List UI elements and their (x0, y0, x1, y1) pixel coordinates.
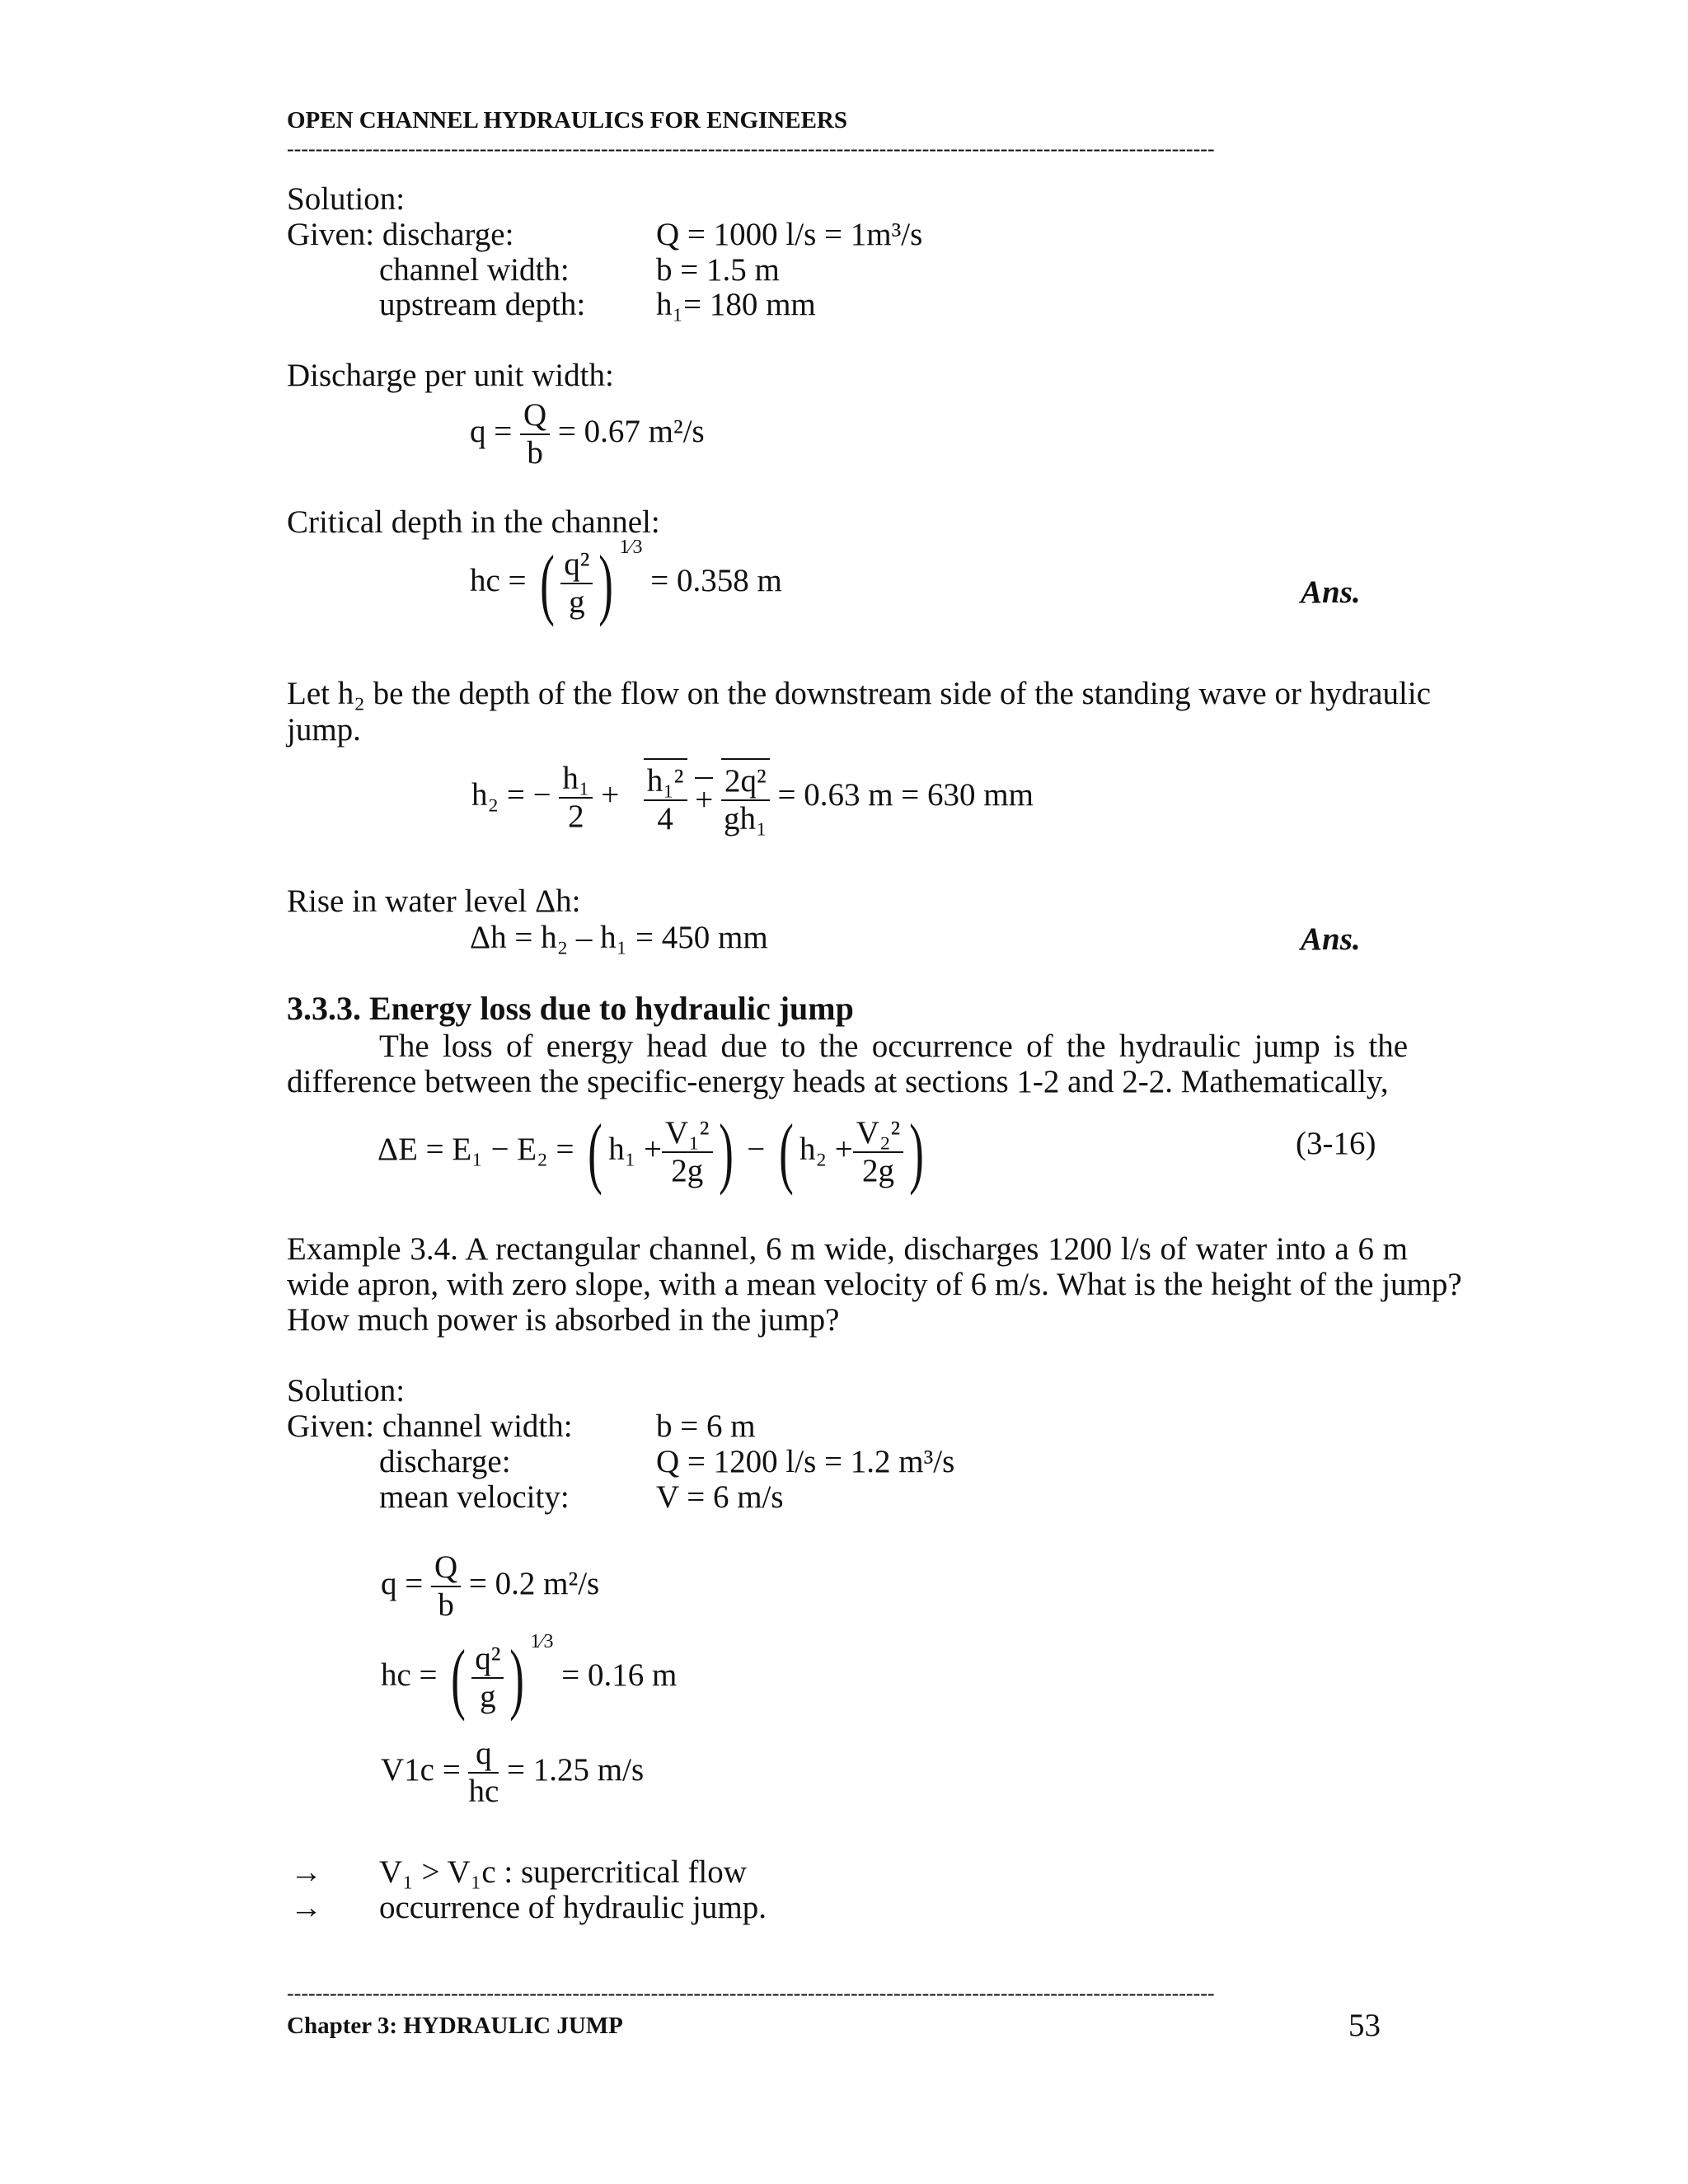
rise-equation: Δh = h₂ – h₁ = 450 mm (470, 920, 768, 955)
arrow-icon: → (290, 1890, 322, 1925)
rise-label: Rise in water level Δh: (287, 883, 581, 919)
bullet-supercritical: V₁ > V₁c : supercritical flow (379, 1854, 747, 1890)
example-line3: How much power is absorbed in the jump? (287, 1302, 840, 1338)
given-width-value: b = 6 m (656, 1408, 756, 1444)
header-rule: ---------------------------------------------------------------------------------------------------------------------------------- (287, 137, 1215, 161)
critical-depth-label: Critical depth in the channel: (287, 504, 660, 540)
channel-width-value: b = 1.5 m (656, 252, 780, 288)
section-paragraph-line2: difference between the specific-energy heads at sections 1-2 and 2-2. Mathematically, (287, 1064, 1389, 1099)
h2-paragraph-end: jump. (287, 712, 361, 748)
given-discharge-value: Q = 1000 l/s = 1m³/s (656, 217, 923, 252)
section-paragraph-line1: The loss of energy head due to the occurrence of the hydraulic jump is the (379, 1029, 1408, 1064)
footer-rule: ---------------------------------------------------------------------------------------------------------------------------------- (287, 1981, 1215, 2005)
mean-velocity-value: V = 6 m/s (656, 1479, 784, 1515)
unit-width-equation: q = $\frac{Q}{b}$ = 0.67 m²/s (470, 397, 705, 471)
running-header: OPEN CHANNEL HYDRAULICS FOR ENGINEERS (287, 107, 847, 134)
answer-marker-2: Ans. (1301, 921, 1361, 957)
page-number: 53 (1348, 2008, 1381, 2043)
hc-calc-equation: hc = ( $\frac{\text{q²}}{g}$ ) $^{1⁄3}$ = 0.16 m (381, 1631, 678, 1722)
given-discharge2-value: Q = 1200 l/s = 1.2 m³/s (656, 1444, 955, 1479)
critical-depth-equation: hc = ( $\frac{\text{q²}}{g}$ ) $^{1⁄3}$ = 0.358 m (470, 537, 782, 627)
given-discharge-label: Given: discharge: (287, 217, 514, 252)
arrow-icon: → (290, 1854, 322, 1890)
unit-width-label: Discharge per unit width: (287, 358, 614, 393)
v1c-calc-equation: V1c = $\frac{q}{hc}$ = 1.25 m/s (381, 1736, 645, 1809)
given-discharge2-label: discharge: (379, 1444, 511, 1479)
example-line1: Example 3.4. A rectangular channel, 6 m wide, discharges 1200 l/s of water into a 6 m (287, 1231, 1408, 1267)
solution-label: Solution: (287, 181, 406, 217)
section-heading: 3.3.3. Energy loss due to hydraulic jump (287, 990, 854, 1027)
mean-velocity-label: mean velocity: (379, 1479, 570, 1515)
equation-number: (3-16) (1296, 1126, 1376, 1161)
upstream-depth-value: h₁= 180 mm (656, 287, 816, 322)
h2-equation: h₂ = − $\frac{\text{h₁}}{2}$ + $\frac{\text{h₁²}}{4}$ + $\frac{\text{2q²}}{\text{gh₁}}$ = 0.63 m = 630 mm (471, 758, 1034, 837)
channel-width-label: channel width: (379, 252, 570, 288)
energy-loss-equation: ΔE = E₁ − E₂ = ( h₁ + $\frac{\text{V₁²}}{2g}$ ) − ( h₂ + $\frac{\text{V₂²}}{2g}$ ) (377, 1108, 925, 1196)
upstream-depth-label: upstream depth: (379, 287, 586, 322)
bullet-jump: occurrence of hydraulic jump. (379, 1890, 767, 1925)
fraction-q-over-b: $\frac{Q}{b}$ (520, 397, 550, 471)
h2-paragraph: Let h₂ be the depth of the flow on the downstream side of the standing wave or hydraulic (287, 676, 1431, 711)
footer-chapter: Chapter 3: HYDRAULIC JUMP (287, 2013, 623, 2039)
answer-marker: Ans. (1301, 574, 1361, 610)
q-calc-equation: q = $\frac{Q}{b}$ = 0.2 m²/s (381, 1549, 600, 1623)
solution2-label: Solution: (287, 1373, 406, 1408)
example-line2: wide apron, with zero slope, with a mean velocity of 6 m/s. What is the height of the jump? (287, 1267, 1462, 1302)
given-width-label: Given: channel width: (287, 1408, 573, 1444)
